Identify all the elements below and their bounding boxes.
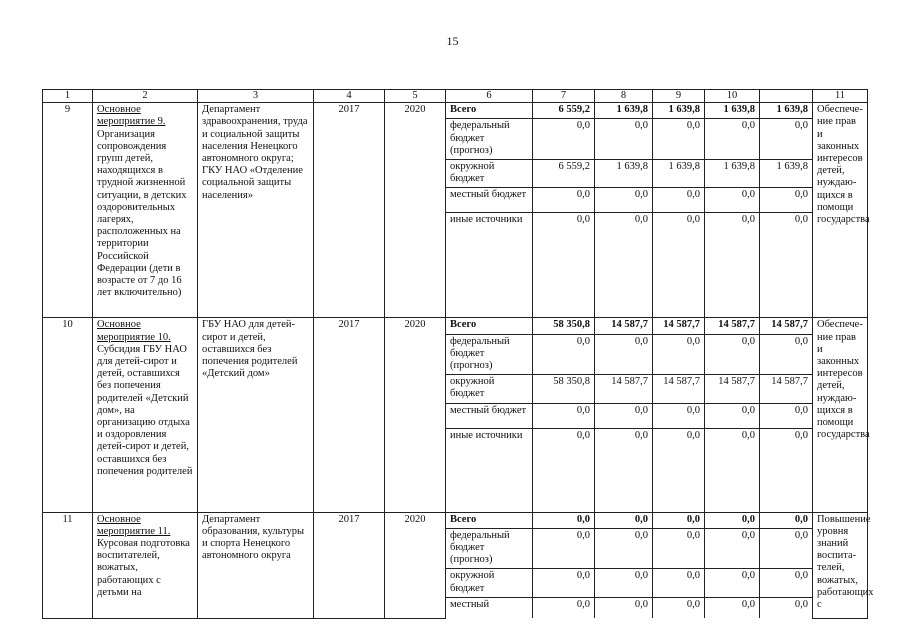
funding-value: 0,0 <box>705 188 760 213</box>
funding-value: 0,0 <box>760 188 813 213</box>
funding-value: 0,0 <box>533 403 595 428</box>
funding-value: 1 639,8 <box>595 160 653 188</box>
measure-description: Организация сопровождения групп детей, находящихся в трудной жизненной ситуации, в детских оздоровительных лагерях, расположенных на территории Российской Федерации (дети в возрасте от 7 до 16 лет включительно) <box>97 128 187 299</box>
funding-value: 0,0 <box>595 597 653 618</box>
funding-source: окружной бюджет <box>446 160 533 188</box>
funding-value: 0,0 <box>760 334 813 375</box>
funding-value: 0,0 <box>533 528 595 569</box>
funding-value: 0,0 <box>533 569 595 597</box>
funding-value: 0,0 <box>705 512 760 528</box>
funding-value: 0,0 <box>760 597 813 618</box>
funding-source: окружной бюджет <box>446 569 533 597</box>
measure-start-year: 2017 <box>314 512 385 618</box>
funding-value: 0,0 <box>653 403 705 428</box>
funding-value: 0,0 <box>760 213 813 318</box>
funding-source: иные источники <box>446 428 533 512</box>
measure-title: Основное мероприятие 11. <box>97 513 171 537</box>
funding-value: 0,0 <box>595 428 653 512</box>
funding-source: окружной бюджет <box>446 375 533 403</box>
measure-executor: Департамент здравоохранения, труда и социальной защиты населения Ненецкого автономного округа; ГКУ НАО «Отделение социальной защиты населения» <box>198 103 314 318</box>
measure-end-year: 2020 <box>385 318 446 512</box>
funding-value: 6 559,2 <box>533 103 595 119</box>
funding-value: 0,0 <box>705 428 760 512</box>
funding-value: 0,0 <box>705 403 760 428</box>
column-header: 7 <box>533 90 595 103</box>
funding-value: 0,0 <box>705 213 760 318</box>
funding-value: 0,0 <box>653 597 705 618</box>
column-header: 8 <box>595 90 653 103</box>
table-row <box>43 318 868 334</box>
funding-value: 1 639,8 <box>653 160 705 188</box>
funding-value: 0,0 <box>653 528 705 569</box>
measure-executor: ГБУ НАО для детей-сирот и детей, оставшихся без попечения родителей «Детский дом» <box>198 318 314 512</box>
funding-source: федеральный бюджет (прогноз) <box>446 528 533 569</box>
funding-source: местный бюджет <box>446 403 533 428</box>
measure-description: Субсидия ГБУ НАО для детей-сирот и детей, оставшихся без попечения родителей «Детский дом», на организацию отдыха и оздоровления детей-сирот и детей, оставшихся без попечения родителей <box>97 343 193 477</box>
measure-number: 11 <box>43 512 93 618</box>
funding-source: Всего <box>446 318 533 334</box>
measure-title: Основное мероприятие 10. <box>97 319 171 343</box>
funding-value: 58 350,8 <box>533 318 595 334</box>
column-header <box>760 90 813 103</box>
funding-value: 0,0 <box>533 428 595 512</box>
funding-value: 0,0 <box>705 119 760 160</box>
measure-title: Основное мероприятие 9. <box>97 104 166 128</box>
funding-value: 14 587,7 <box>760 318 813 334</box>
table-row <box>43 512 868 528</box>
funding-value: 14 587,7 <box>653 318 705 334</box>
funding-value: 1 639,8 <box>705 160 760 188</box>
funding-value: 0,0 <box>705 528 760 569</box>
funding-value: 58 350,8 <box>533 375 595 403</box>
funding-value: 0,0 <box>705 334 760 375</box>
program-measures-table <box>42 89 874 619</box>
funding-value: 0,0 <box>653 334 705 375</box>
funding-source: местный бюджет <box>446 188 533 213</box>
funding-value: 0,0 <box>705 597 760 618</box>
funding-value: 0,0 <box>533 334 595 375</box>
funding-value: 0,0 <box>595 512 653 528</box>
measure-goal: Обеспече-ние прав и законных интересов детей, нуждаю-щихся в помощи государства <box>813 103 868 318</box>
funding-source: местный <box>446 597 533 618</box>
measure-name-cell <box>93 318 198 512</box>
funding-value: 0,0 <box>653 428 705 512</box>
measure-description: Курсовая подготовка воспитателей, вожатых, работающих с детьми на <box>97 538 190 598</box>
measure-number: 9 <box>43 103 93 318</box>
funding-value: 0,0 <box>760 428 813 512</box>
funding-value: 0,0 <box>595 569 653 597</box>
funding-value: 1 639,8 <box>595 103 653 119</box>
funding-value: 0,0 <box>653 512 705 528</box>
funding-value: 0,0 <box>595 334 653 375</box>
funding-value: 0,0 <box>653 119 705 160</box>
funding-value: 0,0 <box>760 569 813 597</box>
funding-value: 0,0 <box>533 119 595 160</box>
funding-value: 0,0 <box>653 569 705 597</box>
funding-value: 6 559,2 <box>533 160 595 188</box>
funding-value: 0,0 <box>653 188 705 213</box>
measure-goal: Повышение уровня знаний воспита-телей, вожатых, работающих с <box>813 512 868 618</box>
funding-source: федеральный бюджет (прогноз) <box>446 119 533 160</box>
funding-value: 1 639,8 <box>760 103 813 119</box>
funding-source: иные источники <box>446 213 533 318</box>
funding-value: 0,0 <box>760 119 813 160</box>
column-header: 10 <box>705 90 760 103</box>
column-header: 1 <box>43 90 93 103</box>
funding-value: 0,0 <box>760 512 813 528</box>
column-header: 9 <box>653 90 705 103</box>
funding-value: 0,0 <box>533 512 595 528</box>
funding-value: 1 639,8 <box>760 160 813 188</box>
funding-value: 14 587,7 <box>705 375 760 403</box>
column-header: 4 <box>314 90 385 103</box>
funding-value: 0,0 <box>533 188 595 213</box>
funding-value: 0,0 <box>705 569 760 597</box>
measure-goal: Обеспече-ние прав и законных интересов детей, нуждаю-щихся в помощи государства <box>813 318 868 512</box>
funding-value: 0,0 <box>533 597 595 618</box>
column-header: 6 <box>446 90 533 103</box>
funding-source: федеральный бюджет (прогноз) <box>446 334 533 375</box>
measure-name-cell <box>93 103 198 318</box>
funding-value: 1 639,8 <box>653 103 705 119</box>
funding-value: 14 587,7 <box>705 318 760 334</box>
funding-value: 0,0 <box>595 213 653 318</box>
measure-start-year: 2017 <box>314 103 385 318</box>
funding-value: 0,0 <box>595 528 653 569</box>
funding-source: Всего <box>446 512 533 528</box>
funding-value: 0,0 <box>760 528 813 569</box>
funding-value: 0,0 <box>653 213 705 318</box>
funding-value: 0,0 <box>595 403 653 428</box>
funding-value: 14 587,7 <box>595 318 653 334</box>
funding-value: 0,0 <box>533 213 595 318</box>
measure-end-year: 2020 <box>385 512 446 618</box>
funding-value: 0,0 <box>595 119 653 160</box>
column-header: 3 <box>198 90 314 103</box>
column-header: 11 <box>813 90 868 103</box>
funding-value: 0,0 <box>760 403 813 428</box>
funding-value: 0,0 <box>595 188 653 213</box>
measure-start-year: 2017 <box>314 318 385 512</box>
measure-executor: Департамент образования, культуры и спорта Ненецкого автономного округа <box>198 512 314 618</box>
page-number: 15 <box>446 34 459 48</box>
measure-name-cell <box>93 512 198 618</box>
funding-source: Всего <box>446 103 533 119</box>
funding-value: 14 587,7 <box>595 375 653 403</box>
measure-number: 10 <box>43 318 93 512</box>
funding-value: 1 639,8 <box>705 103 760 119</box>
column-number-row <box>43 90 868 103</box>
funding-value: 14 587,7 <box>760 375 813 403</box>
table-row <box>43 103 868 119</box>
funding-value: 14 587,7 <box>653 375 705 403</box>
column-header: 2 <box>93 90 198 103</box>
measure-end-year: 2020 <box>385 103 446 318</box>
column-header: 5 <box>385 90 446 103</box>
